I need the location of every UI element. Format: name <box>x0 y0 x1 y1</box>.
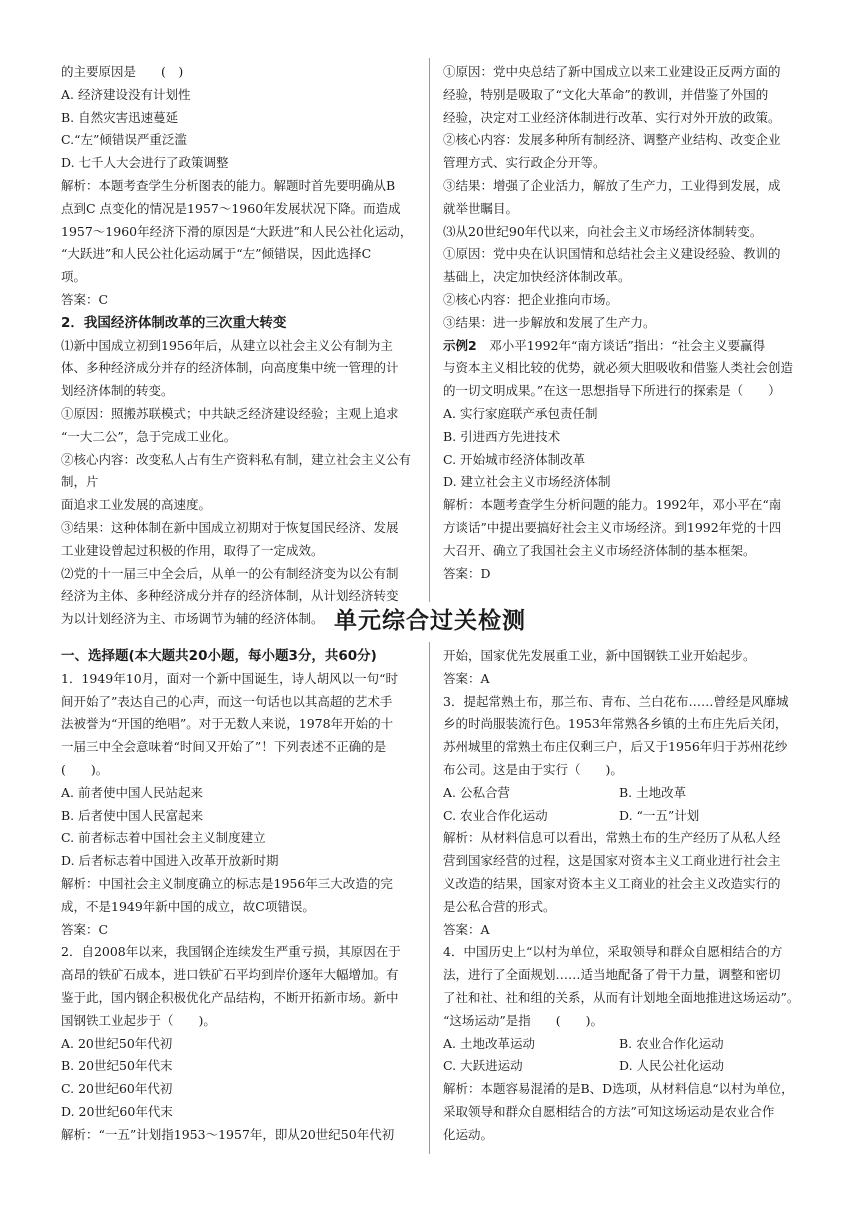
text-line <box>443 1101 805 1124</box>
text-line <box>443 691 805 714</box>
text-content: 点到C 点变化的情况是1957～1960年发展状况下降。而造成 <box>61 200 401 216</box>
text-content: 营到国家经营的过程，这是国家对资本主义工商业进行社会主 <box>443 853 781 869</box>
text-content: ①原因：党中央在认识国情和总结社会主义建设经验、教训的 <box>443 246 781 262</box>
text-content: B. 20世纪50年代末 <box>61 1058 173 1074</box>
text-line <box>443 107 805 130</box>
text-content: 开始，国家优先发展重工业，新中国钢铁工业开始起步。 <box>443 648 756 663</box>
text-content: 解析：“一五”计划指1953～1957年，即从20世纪50年代初 <box>61 1126 395 1142</box>
top-right-column <box>443 61 805 585</box>
text-line <box>61 987 421 1010</box>
text-line <box>443 152 805 175</box>
text-line <box>61 941 421 964</box>
text-line <box>443 850 805 873</box>
text-content: A. 经济建设没有计划性 <box>61 86 191 102</box>
text-content: 经验，决定对工业经济体制进行改革、实行对外开放的政策。 <box>443 109 781 125</box>
text-line <box>61 563 421 586</box>
text-content: 间开始了”表达自己的心声，而这一句话也以其高超的艺术手 <box>61 693 393 709</box>
text-line <box>61 919 421 942</box>
text-content: “这场运动”是指 ( )。 <box>443 1012 604 1028</box>
text-content: ⑶从20世纪90年代以来，向社会主义市场经济体制转变。 <box>443 223 763 239</box>
text-content: 项。 <box>61 269 87 285</box>
text-content: 成，不是1949年新中国的成立，故C项错误。 <box>61 898 315 914</box>
text-line <box>61 736 421 759</box>
text-content: 采取领导和群众自愿相结合的方法”可知这场运动是农业合作 <box>443 1103 775 1119</box>
text-line <box>61 403 421 426</box>
text-line <box>443 896 805 919</box>
text-content: 管理方式、实行政企分开等。 <box>443 155 606 171</box>
option-row <box>443 1055 805 1078</box>
text-content: B. 引进西方先进技术 <box>443 428 561 444</box>
text-content: 工业建设曾起过积极的作用，取得了一定成效。 <box>61 542 324 558</box>
text-content: ②核心内容：改变私人占有生产资料私有制，建立社会主义公有制，片 <box>61 451 412 490</box>
text-content: 国钢铁工业起步于（ )。 <box>61 1012 216 1028</box>
text-line <box>443 357 805 380</box>
text-line <box>443 494 805 517</box>
text-content: D. 建立社会主义市场经济体制 <box>443 474 611 490</box>
text-content: 就举世瞩目。 <box>443 200 519 216</box>
text-content: 布公司。这是由于实行（ )。 <box>443 761 623 777</box>
option-a: A. 公私合营 <box>443 784 510 800</box>
text-line <box>443 129 805 152</box>
text-content: ⑵党的十一届三中全会后，从单一的公有制经济变为以公有制 <box>61 565 399 581</box>
text-content: 方谈话”中提出要搞好社会主义市场经济。到1992年党的十四 <box>443 519 782 535</box>
text-line <box>443 1010 805 1033</box>
text-line <box>443 266 805 289</box>
text-line <box>61 357 421 380</box>
text-content: 答案：C <box>61 291 109 307</box>
text-content: B. 自然灾害迅速蔓延 <box>61 109 179 125</box>
text-line <box>443 243 805 266</box>
text-line <box>61 759 421 782</box>
text-content: ( )。 <box>61 761 109 777</box>
text-content: 解析：本题考查学生分析图表的能力。解题时首先要明确从B <box>61 177 396 193</box>
text-content: 是公私合营的形式。 <box>443 898 556 914</box>
option-b: D. 人民公社化运动 <box>619 1058 725 1074</box>
text-content: 解析：本题考查学生分析问题的能力。1992年，邓小平在“南 <box>443 497 782 513</box>
text-content: 化运动。 <box>443 1126 494 1142</box>
text-line <box>61 1124 421 1147</box>
text-line <box>443 919 805 942</box>
text-line <box>443 736 805 759</box>
text-line <box>61 107 421 130</box>
text-content: A. 实行家庭联产承包责任制 <box>443 405 598 421</box>
text-line <box>61 540 421 563</box>
text-line <box>61 805 421 828</box>
text-line <box>61 964 421 987</box>
text-line <box>443 1124 805 1147</box>
text-content: 3．提起常熟土布，那兰布、青布、兰白花布……曾经是风靡城 <box>443 693 789 709</box>
bottom-left-column <box>61 645 421 1147</box>
text-line <box>61 691 421 714</box>
text-content: 义改造的结果，国家对资本主义工商业的社会主义改造实行的 <box>443 875 781 891</box>
section-title: 单元综合过关检测 <box>334 608 526 634</box>
text-content: 解析：从材料信息可以看出，常熟土布的生产经历了从私人经 <box>443 830 781 846</box>
top-left-column <box>61 61 421 631</box>
text-content: 大召开、确立了我国社会主义市场经济体制的基本框架。 <box>443 542 756 558</box>
text-content: C. 20世纪60年代初 <box>61 1081 173 1097</box>
text-content: ③结果：进一步解放和发展了生产力。 <box>443 314 656 330</box>
text-content: 解析：本题容易混淆的是B、D选项，从材料信息“以村为单位， <box>443 1081 794 1097</box>
option-b: D. “一五”计划 <box>619 807 700 823</box>
text-content: 一、选择题(本大题共20小题，每小题3分，共60分) <box>61 648 377 664</box>
text-content: 1957～1960年经济下滑的原因是“大跃进”和人民公社化运动， <box>61 223 413 239</box>
text-content: 答案：A <box>443 921 490 937</box>
text-content: 解析：中国社会主义制度确立的标志是1956年三大改造的完 <box>61 875 393 891</box>
text-content: 答案：D <box>443 565 491 581</box>
text-content: “大跃进”和人民公社化运动属于“左”倾错误，因此选择C <box>61 246 372 262</box>
option-a: A. 土地改革运动 <box>443 1035 535 1051</box>
text-content: ③结果：增强了企业活力，解放了生产力，工业得到发展，成 <box>443 177 781 193</box>
text-line <box>61 668 421 691</box>
text-content: B. 后者使中国人民富起来 <box>61 807 204 823</box>
text-content: 鉴于此，国内钢企积极优化产品结构，不断开拓新市场。新中 <box>61 989 399 1005</box>
text-line <box>61 335 421 358</box>
text-line <box>443 540 805 563</box>
text-line <box>61 61 421 84</box>
text-content: 的主要原因是 ( ) <box>61 64 184 79</box>
text-content: 经验，特别是吸取了“文化大革命”的教训，并借鉴了外国的 <box>443 86 769 102</box>
text-line <box>443 645 805 668</box>
text-content: ②核心内容：发展多种所有制经济、调整产业结构、改变企业 <box>443 132 781 148</box>
text-line <box>61 1055 421 1078</box>
text-content: 邓小平1992年“南方谈话”指出：“社会主义要赢得 <box>476 337 766 353</box>
text-line <box>61 850 421 873</box>
text-line <box>61 449 421 495</box>
text-line <box>61 289 421 312</box>
text-content: 基础上，决定加快经济体制改革。 <box>443 269 631 285</box>
text-content: D. 20世纪60年代末 <box>61 1103 173 1119</box>
text-line <box>61 1033 421 1056</box>
text-content: 经济为主体、多种经济成分并存的经济体制，从计划经济转变 <box>61 588 399 604</box>
text-content: ③结果：这种体制在新中国成立初期对于恢复国民经济、发展 <box>61 519 399 535</box>
text-content: 一届三中全会意味着“时间又开始了”！下列表述不正确的是 <box>61 739 387 755</box>
text-content: 答案：A <box>443 670 490 686</box>
text-content: C.“左”倾错误严重泛滥 <box>61 132 187 148</box>
text-line <box>443 827 805 850</box>
text-content: D. 七千人大会进行了政策调整 <box>61 155 229 171</box>
example-label: 示例2 <box>443 337 477 353</box>
text-line <box>61 494 421 517</box>
text-line <box>443 471 805 494</box>
text-line <box>443 668 805 691</box>
text-line <box>61 782 421 805</box>
text-line <box>443 964 805 987</box>
section-heading <box>61 645 421 668</box>
option-row <box>443 782 805 805</box>
option-row <box>443 805 805 828</box>
text-line <box>443 335 805 358</box>
text-content: ①原因：党中央总结了新中国成立以来工业建设正反两方面的 <box>443 64 781 79</box>
text-line <box>443 449 805 472</box>
option-a: C. 大跃进运动 <box>443 1058 523 1074</box>
text-line <box>443 61 805 84</box>
text-content: 苏州城里的常熟土布庄仅剩三户，后又于1956年归于苏州花纱 <box>443 739 788 755</box>
text-content: C. 开始城市经济体制改革 <box>443 451 586 467</box>
text-content: ①原因：照搬苏联模式；中共缺乏经济建设经验；主观上追求 <box>61 405 399 421</box>
text-line <box>61 84 421 107</box>
text-content: A. 前者使中国人民站起来 <box>61 784 203 800</box>
text-line <box>443 198 805 221</box>
text-line <box>443 873 805 896</box>
option-a: C. 农业合作化运动 <box>443 807 548 823</box>
text-content: 面追求工业发展的高速度。 <box>61 497 212 513</box>
text-line <box>443 221 805 244</box>
text-content: C. 前者标志着中国社会主义制度建立 <box>61 830 266 846</box>
text-line <box>443 426 805 449</box>
text-line <box>61 152 421 175</box>
text-content: ②核心内容：把企业推向市场。 <box>443 291 619 307</box>
text-line <box>61 221 421 244</box>
text-line <box>61 426 421 449</box>
text-line <box>61 517 421 540</box>
text-line <box>61 713 421 736</box>
text-content: 1．1949年10月，面对一个新中国诞生，诗人胡风以一句“时 <box>61 670 399 686</box>
text-content: D. 后者标志着中国进入改革开放新时期 <box>61 853 279 869</box>
text-content: 划经济体制的转变。 <box>61 383 174 399</box>
text-line <box>61 266 421 289</box>
text-line <box>61 1010 421 1033</box>
section-heading <box>61 312 421 335</box>
text-line <box>61 1101 421 1124</box>
text-line <box>443 517 805 540</box>
text-line <box>61 1078 421 1101</box>
text-content: 法被誉为“开国的绝唱”。对于无数人来说，1978年开始的十 <box>61 716 394 732</box>
text-line <box>443 987 805 1010</box>
text-line <box>443 403 805 426</box>
text-content: ⑴新中国成立初到1956年后，从建立以社会主义公有制为主 <box>61 337 393 353</box>
text-line <box>443 941 805 964</box>
text-line <box>61 129 421 152</box>
text-content: 了社和社、社和组的关系，从而有计划地全面地推进这场运动”。 <box>443 989 800 1005</box>
bottom-right-column <box>443 645 805 1147</box>
option-b: B. 土地改革 <box>619 784 687 800</box>
text-line <box>443 289 805 312</box>
text-line <box>443 84 805 107</box>
option-row <box>443 1033 805 1056</box>
text-content: 2．我国经济体制改革的三次重大转变 <box>61 314 287 331</box>
text-line <box>443 759 805 782</box>
text-content: 与资本主义相比较的优势，就必须大胆吸收和借鉴人类社会创造 <box>443 360 794 376</box>
text-content: A. 20世纪50年代初 <box>61 1035 173 1051</box>
text-line <box>443 713 805 736</box>
text-content: 乡的时尚服装流行色。1953年常熟各乡镇的土布庄先后关闭， <box>443 716 788 732</box>
text-line <box>443 1078 805 1101</box>
text-content: 法，进行了全面规划……适当地配备了骨干力量，调整和密切 <box>443 967 781 983</box>
text-line <box>443 312 805 335</box>
text-content: “一大二公”，急于完成工业化。 <box>61 428 237 444</box>
text-line <box>443 175 805 198</box>
text-content: 为以计划经济为主、市场调节为辅的经济体制。 <box>61 611 324 627</box>
text-content: 答案：C <box>61 921 109 937</box>
text-line <box>443 563 805 586</box>
text-content: 的一切文明成果。”在这一思想指导下所进行的探索是（ ） <box>443 383 781 399</box>
text-line <box>61 827 421 850</box>
text-line <box>61 243 421 266</box>
text-line <box>61 175 421 198</box>
column-divider-top <box>429 58 430 602</box>
text-line <box>61 873 421 896</box>
option-b: B. 农业合作化运动 <box>619 1035 724 1051</box>
text-content: 高昂的铁矿石成本，进口铁矿石平均到岸价逐年大幅增加。有 <box>61 967 399 983</box>
text-line <box>443 380 805 403</box>
text-content: 4．中国历史上“以村为单位，采取领导和群众自愿相结合的方 <box>443 944 783 960</box>
text-line <box>61 896 421 919</box>
text-content: 体、多种经济成分并存的经济体制，向高度集中统一管理的计 <box>61 360 399 376</box>
text-line <box>61 380 421 403</box>
text-line <box>61 198 421 221</box>
column-divider-bottom <box>429 642 430 1154</box>
text-content: 2．自2008年以来，我国钢企连续发生严重亏损，其原因在于 <box>61 944 401 960</box>
